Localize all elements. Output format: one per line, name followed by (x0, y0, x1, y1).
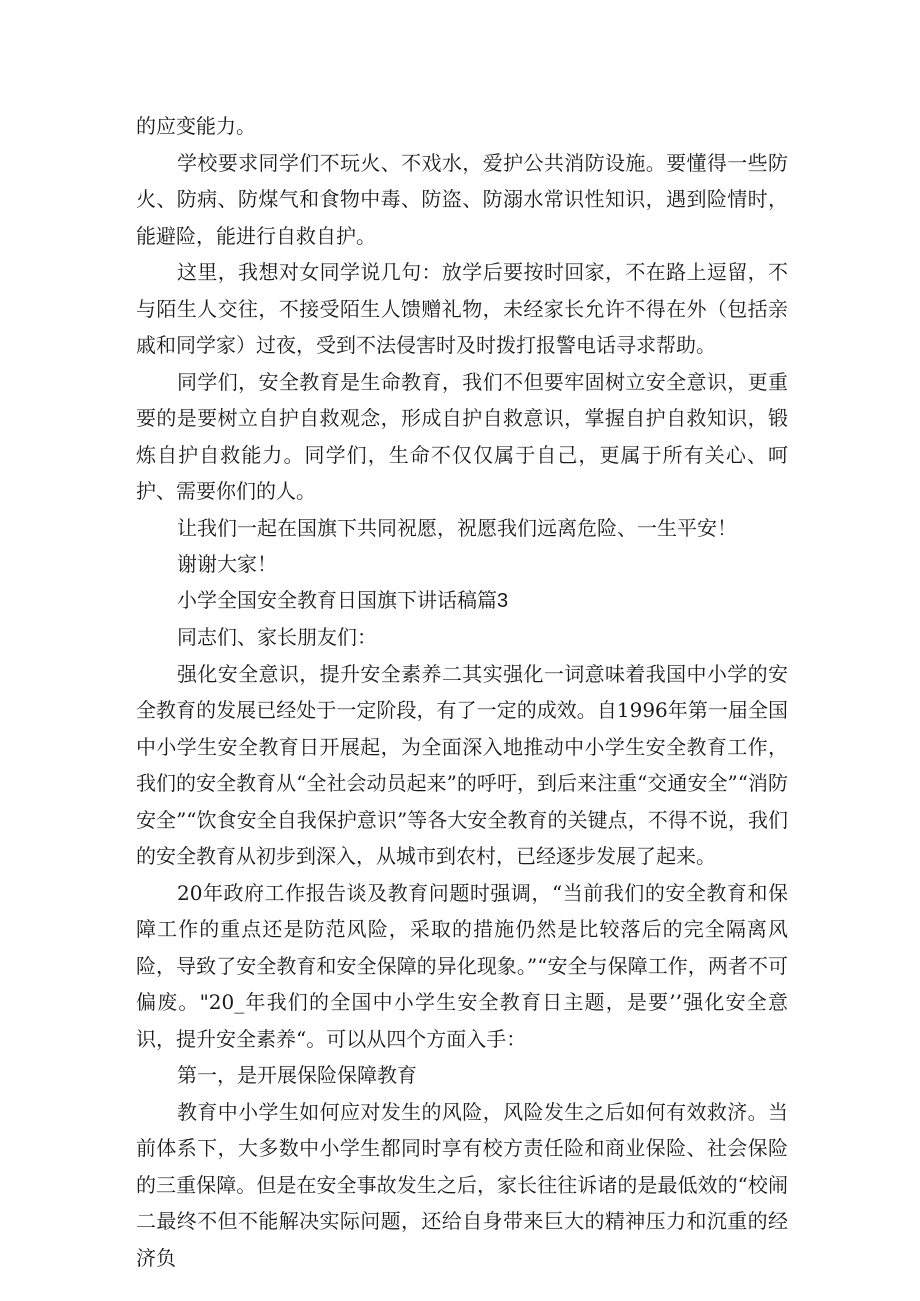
section-heading: 小学全国安全教育日国旗下讲话稿篇3 (177, 589, 509, 612)
paragraph-strengthen-awareness: 强化安全意识，提升安全素养二其实强化一词意味着我国中小学的安全教育的发展已经处于一定阶段，有了一定的成效。自1996年第一届全国中小学生安全教育日开展起，为全面深入地推动中小学生安全教育工作，我们的安全教育从“全社会动员起来”的呼吁，到后来注重“交通安全”“消防安全”“饮食安全自我保护意识”等各大安全教育的关键点，不得不说，我们的安全教育从初步到深入，从城市到农村，已经逐步发展了起来。 (136, 661, 788, 868)
paragraph-wish: 让我们一起在国旗下共同祝愿，祝愿我们远离危险、一生平安！ (177, 515, 737, 540)
paragraph-continuation: 的应变能力。 (136, 114, 256, 138)
paragraph-first-point: 第一，是开展保险保障教育 (177, 1063, 417, 1087)
paragraph-life-education: 同学们，安全教育是生命教育，我们不但要牢固树立安全意识，更重要的是要树立自护自救观念，形成自护自救意识，掌握自护自救知识，锻炼自护自救能力。同学们，生命不仅仅属于自己，更属于所有关心、呵护、需要你们的人。 (136, 369, 788, 503)
paragraph-salutation: 同志们、家长朋友们： (177, 625, 377, 649)
document-body (136, 108, 788, 1276)
paragraph-safety-rules: 学校要求同学们不玩火、不戏水，爱护公共消防设施。要懂得一些防火、防病、防煤气和食物中毒、防盗、防溺水常识性知识，遇到险情时，能避险，能进行自救自护。 (136, 150, 788, 248)
paragraph-government-report: 20年政府工作报告谈及教育问题时强调，“当前我们的安全教育和保障工作的重点还是防范风险，采取的措施仍然是比较落后的完全隔离风险，导致了安全教育和安全保障的异化现象。”“安全与保障工作，两者不可偏废。"20_年我们的全国中小学生安全教育日主题，是要’’强化安全意识，提升安全素养“。可以从四个方面入手： (136, 880, 788, 1051)
paragraph-thanks: 谢谢大家！ (177, 552, 277, 576)
paragraph-insurance-education: 教育中小学生如何应对发生的风险，风险发生之后如何有效救济。当前体系下，大多数中小学生都同时享有校方责任险和商业保险、社会保险的三重保障。但是在安全事故发生之后，家长往往诉诸的是最低效的“校闹二最终不但不能解决实际问题，还给自身带来巨大的精神压力和沉重的经济负 (136, 1099, 788, 1270)
paragraph-advice-girls: 这里，我想对女同学说几句：放学后要按时回家，不在路上逗留，不与陌生人交往，不接受陌生人馈赠礼物，未经家长允许不得在外（包括亲戚和同学家）过夜，受到不法侵害时及时拨打报警电话寻求帮助。 (136, 260, 788, 357)
